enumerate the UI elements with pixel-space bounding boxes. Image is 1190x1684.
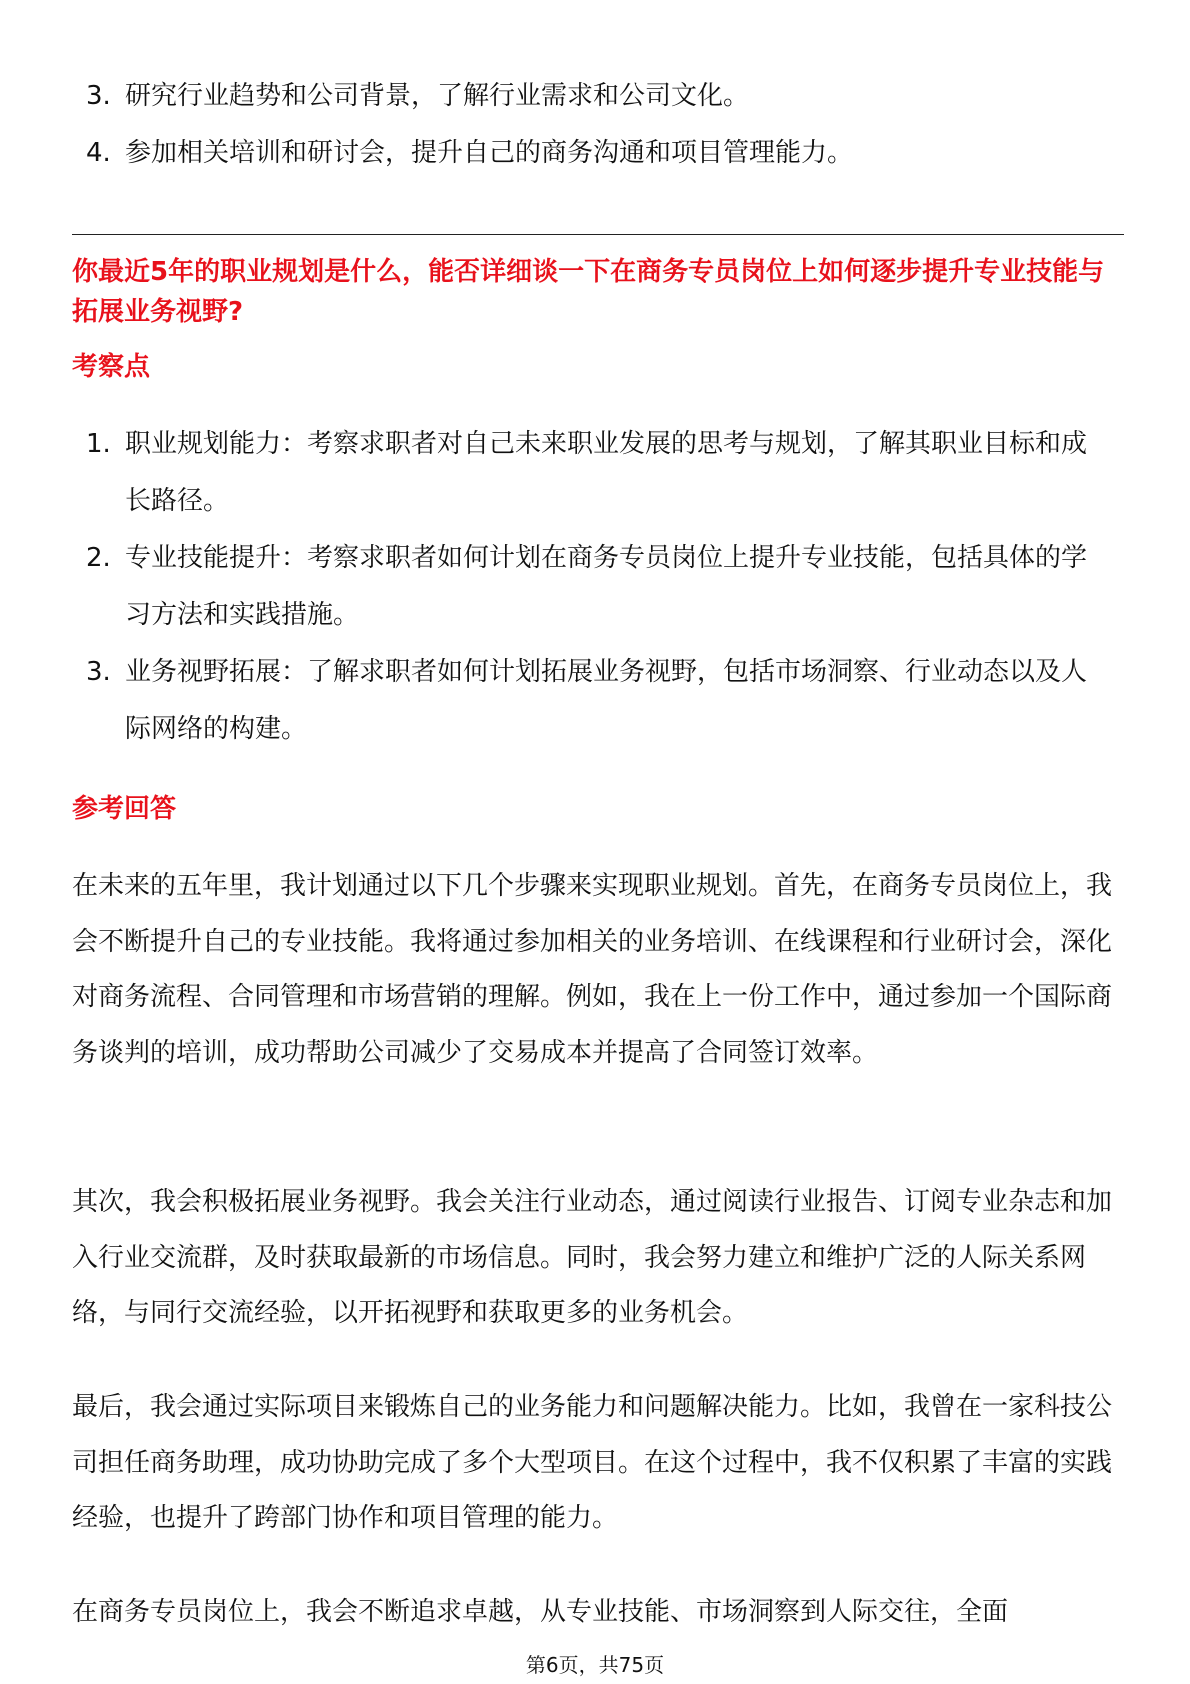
list-item: [72, 125, 1112, 182]
points-list: [72, 416, 1112, 758]
answer-paragraph: 在商务专员岗位上，我会不断追求卓越，从专业技能、市场洞察到人际交往，全面: [72, 1597, 1009, 1627]
answer-heading: 参考回答: [72, 794, 177, 824]
list-item-text: 专业技能提升：考察求职者如何计划在商务专员岗位上提升专业技能，包括具体的学习方法和实践措施。: [125, 543, 1088, 630]
list-item-number: 2.: [86, 543, 111, 573]
list-item-text: 研究行业趋势和公司背景，了解行业需求和公司文化。: [125, 81, 750, 111]
points-heading: 考察点: [72, 352, 151, 382]
previous-list: [72, 68, 1112, 182]
list-item-number: 1.: [86, 429, 111, 459]
list-item: [72, 530, 1112, 644]
page-number: 第6页，共75页: [525, 1653, 665, 1677]
list-item-text: 职业规划能力：考察求职者对自己未来职业发展的思考与规划，了解其职业目标和成长路径。: [125, 429, 1088, 516]
list-item-number: 3.: [86, 657, 111, 687]
list-item-text: 参加相关培训和研讨会，提升自己的商务沟通和项目管理能力。: [125, 138, 854, 168]
list-item-text: 业务视野拓展：了解求职者如何计划拓展业务视野，包括市场洞察、行业动态以及人际网络的构建。: [125, 657, 1088, 744]
answer-paragraph: 最后，我会通过实际项目来锻炼自己的业务能力和问题解决能力。比如，我曾在一家科技公司担任商务助理，成功协助完成了多个大型项目。在这个过程中，我不仅积累了丰富的实践经验，也提升了跨部门协作和项目管理的能力。: [72, 1392, 1113, 1533]
answer-paragraph: 其次，我会积极拓展业务视野。我会关注行业动态，通过阅读行业报告、订阅专业杂志和加入行业交流群，及时获取最新的市场信息。同时，我会努力建立和维护广泛的人际关系网络，与同行交流经验，以开拓视野和获取更多的业务机会。: [72, 1187, 1113, 1328]
answer-paragraph: 在未来的五年里，我计划通过以下几个步骤来实现职业规划。首先，在商务专员岗位上，我会不断提升自己的专业技能。我将通过参加相关的业务培训、在线课程和行业研讨会，深化对商务流程、合同管理和市场营销的理解。例如，我在上一份工作中，通过参加一个国际商务谈判的培训，成功帮助公司减少了交易成本并提高了合同签订效率。: [72, 871, 1113, 1068]
list-item-number: 3.: [86, 81, 111, 111]
section-divider: [72, 234, 1124, 235]
list-item: [72, 644, 1112, 758]
list-item: [72, 68, 1112, 125]
list-item-number: 4.: [86, 138, 111, 168]
list-item: [72, 416, 1112, 530]
interview-question: 你最近5年的职业规划是什么，能否详细谈一下在商务专员岗位上如何逐步提升专业技能与拓展业务视野?: [72, 257, 1105, 327]
